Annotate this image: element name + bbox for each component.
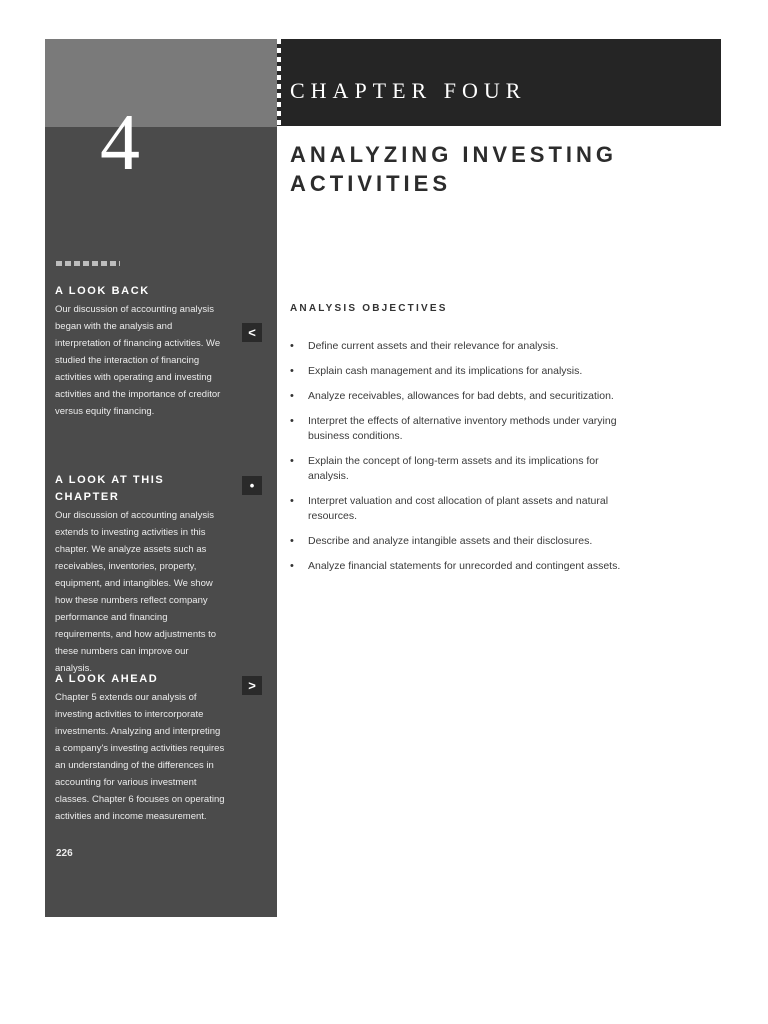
objective-text: Explain cash management and its implications for analysis. [308, 365, 583, 377]
bullet-dot-icon: • [242, 476, 262, 495]
look-ahead-section [55, 671, 225, 825]
back-arrow-icon: < [242, 323, 262, 342]
look-back-heading: A LOOK BACK [55, 285, 150, 297]
this-chapter-text: Our discussion of accounting analysis extends to investing activities in this chapter. We analyze assets such as receivables, inventories, property, equipment, and intangibles. We show how these numbers reflect company performance and financing requirements, and how adjustments to these numbers can improve our analysis. [55, 510, 217, 674]
objective-item [290, 364, 635, 379]
objectives-list [290, 339, 635, 584]
page-number: 226 [56, 848, 73, 859]
objective-text: Interpret valuation and cost allocation of plant assets and natural resources. [308, 495, 609, 522]
objective-item [290, 389, 635, 404]
this-chapter-section [55, 472, 225, 677]
bullet-icon: • [290, 495, 294, 507]
look-ahead-heading: A LOOK AHEAD [55, 673, 159, 685]
objective-item [290, 534, 635, 549]
bullet-icon: • [290, 560, 294, 572]
objectives-heading: ANALYSIS OBJECTIVES [290, 303, 448, 314]
objective-item [290, 339, 635, 354]
header-dash-border [277, 39, 281, 126]
objective-item [290, 414, 635, 444]
forward-arrow-icon: > [242, 676, 262, 695]
objective-item [290, 454, 635, 484]
objective-text: Interpret the effects of alternative inventory methods under varying business conditions. [308, 415, 617, 442]
objective-text: Analyze financial statements for unrecorded and contingent assets. [308, 560, 621, 572]
look-back-section [55, 283, 225, 420]
bullet-icon: • [290, 340, 294, 352]
sidebar-divider [56, 261, 120, 266]
chapter-title: ANALYZING INVESTING ACTIVITIES [290, 142, 617, 196]
objective-item [290, 494, 635, 524]
bullet-icon: • [290, 390, 294, 402]
objective-item [290, 559, 635, 574]
bullet-icon: • [290, 455, 294, 467]
bullet-icon: • [290, 415, 294, 427]
chapter-label: CHAPTER FOUR [290, 78, 527, 103]
objective-text: Define current assets and their relevance for analysis. [308, 340, 559, 352]
objective-text: Analyze receivables, allowances for bad debts, and securitization. [308, 390, 614, 402]
objective-text: Describe and analyze intangible assets and their disclosures. [308, 535, 593, 547]
chapter-number: 4 [100, 99, 140, 187]
objective-text: Explain the concept of long-term assets and its implications for analysis. [308, 455, 599, 482]
sidebar-top-band [45, 39, 277, 127]
look-ahead-text: Chapter 5 extends our analysis of investing activities to intercorporate investments. Analyzing and interpreting a company's investing activities requires an understanding of the differences in accounting for various investment classes. Chapter 6 focuses on operating activities and income measurement. [55, 692, 225, 822]
this-chapter-heading: A LOOK AT THIS CHAPTER [55, 474, 165, 503]
bullet-icon: • [290, 365, 294, 377]
look-back-text: Our discussion of accounting analysis began with the analysis and interpretation of financing activities. We studied the interaction of financing activities with operating and investing activities and the importance of creditor versus equity financing. [55, 304, 221, 417]
bullet-icon: • [290, 535, 294, 547]
